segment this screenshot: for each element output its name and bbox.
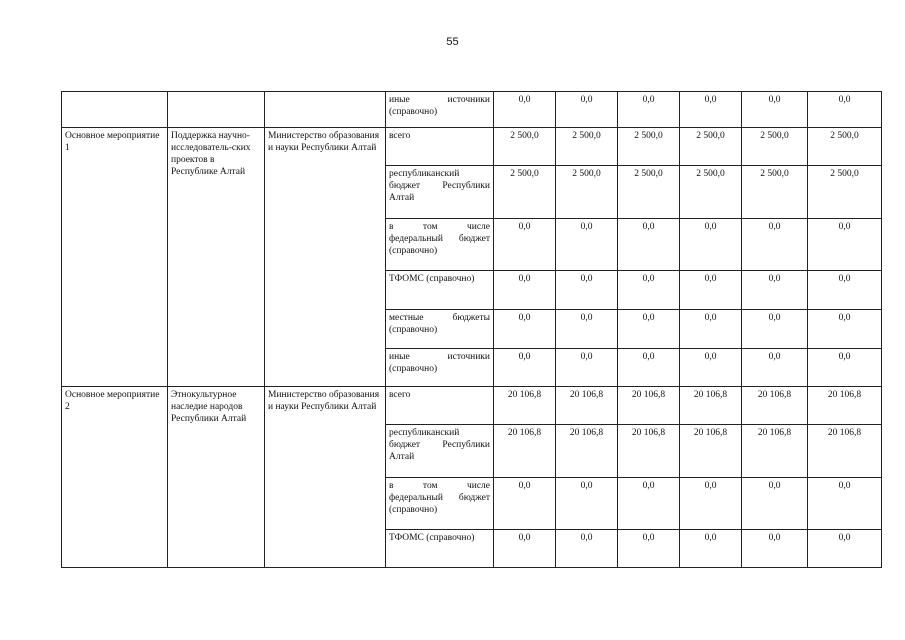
- value-cell: 2 500,0: [618, 166, 680, 219]
- value-cell: 0,0: [808, 92, 882, 128]
- table-row: [62, 387, 882, 425]
- value-cell: 0,0: [618, 310, 680, 349]
- value-cell: 0,0: [556, 92, 618, 128]
- value-cell: 0,0: [618, 478, 680, 530]
- value-cell: 20 106,8: [494, 387, 556, 425]
- funding-source-cell: ТФОМС (справочно): [386, 271, 494, 310]
- value-cell: 0,0: [556, 530, 618, 568]
- funding-source-cell: ТФОМС (справочно): [386, 530, 494, 568]
- executor-cell: Министерство образования и науки Республики Алтай: [265, 387, 386, 568]
- value-cell: 0,0: [808, 310, 882, 349]
- executor-cell: Министерство образования и науки Республики Алтай: [265, 128, 386, 387]
- executor-cell: [265, 92, 386, 128]
- value-cell: 0,0: [494, 530, 556, 568]
- value-cell: 0,0: [618, 530, 680, 568]
- value-cell: 20 106,8: [556, 425, 618, 478]
- value-cell: 20 106,8: [808, 387, 882, 425]
- value-cell: 0,0: [808, 478, 882, 530]
- value-cell: 0,0: [808, 271, 882, 310]
- value-cell: 0,0: [808, 219, 882, 271]
- value-cell: 20 106,8: [618, 387, 680, 425]
- measure-cell: Основное мероприятие 1: [62, 128, 168, 387]
- value-cell: 2 500,0: [742, 128, 808, 166]
- value-cell: 2 500,0: [494, 166, 556, 219]
- value-cell: 0,0: [618, 219, 680, 271]
- value-cell: 0,0: [556, 310, 618, 349]
- value-cell: 2 500,0: [556, 166, 618, 219]
- funding-source-cell: всего: [386, 387, 494, 425]
- value-cell: 0,0: [680, 478, 742, 530]
- funding-source-cell: республиканский бюджет Республики Алтай: [386, 166, 494, 219]
- value-cell: 20 106,8: [808, 425, 882, 478]
- table-row: [62, 128, 882, 166]
- value-cell: 0,0: [680, 310, 742, 349]
- value-cell: 2 500,0: [618, 128, 680, 166]
- title-cell: Поддержка научно-исследователь-ских проектов в Республике Алтай: [168, 128, 265, 387]
- value-cell: 0,0: [808, 530, 882, 568]
- value-cell: 0,0: [742, 478, 808, 530]
- value-cell: 0,0: [680, 349, 742, 387]
- value-cell: 0,0: [808, 349, 882, 387]
- value-cell: 0,0: [680, 219, 742, 271]
- funding-source-cell: в том числе федеральный бюджет (справочно): [386, 478, 494, 530]
- funding-source-cell: иные источники (справочно): [386, 349, 494, 387]
- value-cell: 0,0: [680, 92, 742, 128]
- value-cell: 0,0: [494, 92, 556, 128]
- value-cell: 20 106,8: [742, 387, 808, 425]
- value-cell: 0,0: [494, 271, 556, 310]
- value-cell: 0,0: [556, 219, 618, 271]
- value-cell: 20 106,8: [494, 425, 556, 478]
- value-cell: 0,0: [742, 271, 808, 310]
- measure-cell: Основное мероприятие 2: [62, 387, 168, 568]
- table-body: [62, 92, 882, 568]
- value-cell: 0,0: [618, 271, 680, 310]
- value-cell: 2 500,0: [808, 128, 882, 166]
- page-number: 55: [446, 36, 459, 48]
- value-cell: 0,0: [742, 92, 808, 128]
- value-cell: 0,0: [742, 219, 808, 271]
- value-cell: 20 106,8: [618, 425, 680, 478]
- value-cell: 0,0: [742, 530, 808, 568]
- value-cell: 0,0: [494, 219, 556, 271]
- value-cell: 0,0: [618, 92, 680, 128]
- funding-source-cell: в том числе федеральный бюджет (справочно): [386, 219, 494, 271]
- value-cell: 0,0: [742, 349, 808, 387]
- funding-source-cell: республиканский бюджет Республики Алтай: [386, 425, 494, 478]
- value-cell: 2 500,0: [680, 166, 742, 219]
- value-cell: 0,0: [680, 530, 742, 568]
- value-cell: 0,0: [494, 478, 556, 530]
- value-cell: 0,0: [556, 349, 618, 387]
- measure-cell: [62, 92, 168, 128]
- value-cell: 20 106,8: [742, 425, 808, 478]
- budget-table: [61, 91, 882, 568]
- value-cell: 20 106,8: [680, 387, 742, 425]
- table-row: [62, 92, 882, 128]
- value-cell: 0,0: [556, 478, 618, 530]
- value-cell: 2 500,0: [556, 128, 618, 166]
- value-cell: 0,0: [494, 349, 556, 387]
- funding-source-cell: местные бюджеты (справочно): [386, 310, 494, 349]
- value-cell: 20 106,8: [556, 387, 618, 425]
- value-cell: 2 500,0: [680, 128, 742, 166]
- title-cell: [168, 92, 265, 128]
- title-cell: Этнокультурное наследие народов Республики Алтай: [168, 387, 265, 568]
- value-cell: 0,0: [742, 310, 808, 349]
- value-cell: 0,0: [494, 310, 556, 349]
- value-cell: 0,0: [556, 271, 618, 310]
- value-cell: 0,0: [618, 349, 680, 387]
- value-cell: 2 500,0: [494, 128, 556, 166]
- funding-source-cell: иные источники (справочно): [386, 92, 494, 128]
- value-cell: 2 500,0: [808, 166, 882, 219]
- value-cell: 2 500,0: [742, 166, 808, 219]
- funding-source-cell: всего: [386, 128, 494, 166]
- value-cell: 0,0: [680, 271, 742, 310]
- value-cell: 20 106,8: [680, 425, 742, 478]
